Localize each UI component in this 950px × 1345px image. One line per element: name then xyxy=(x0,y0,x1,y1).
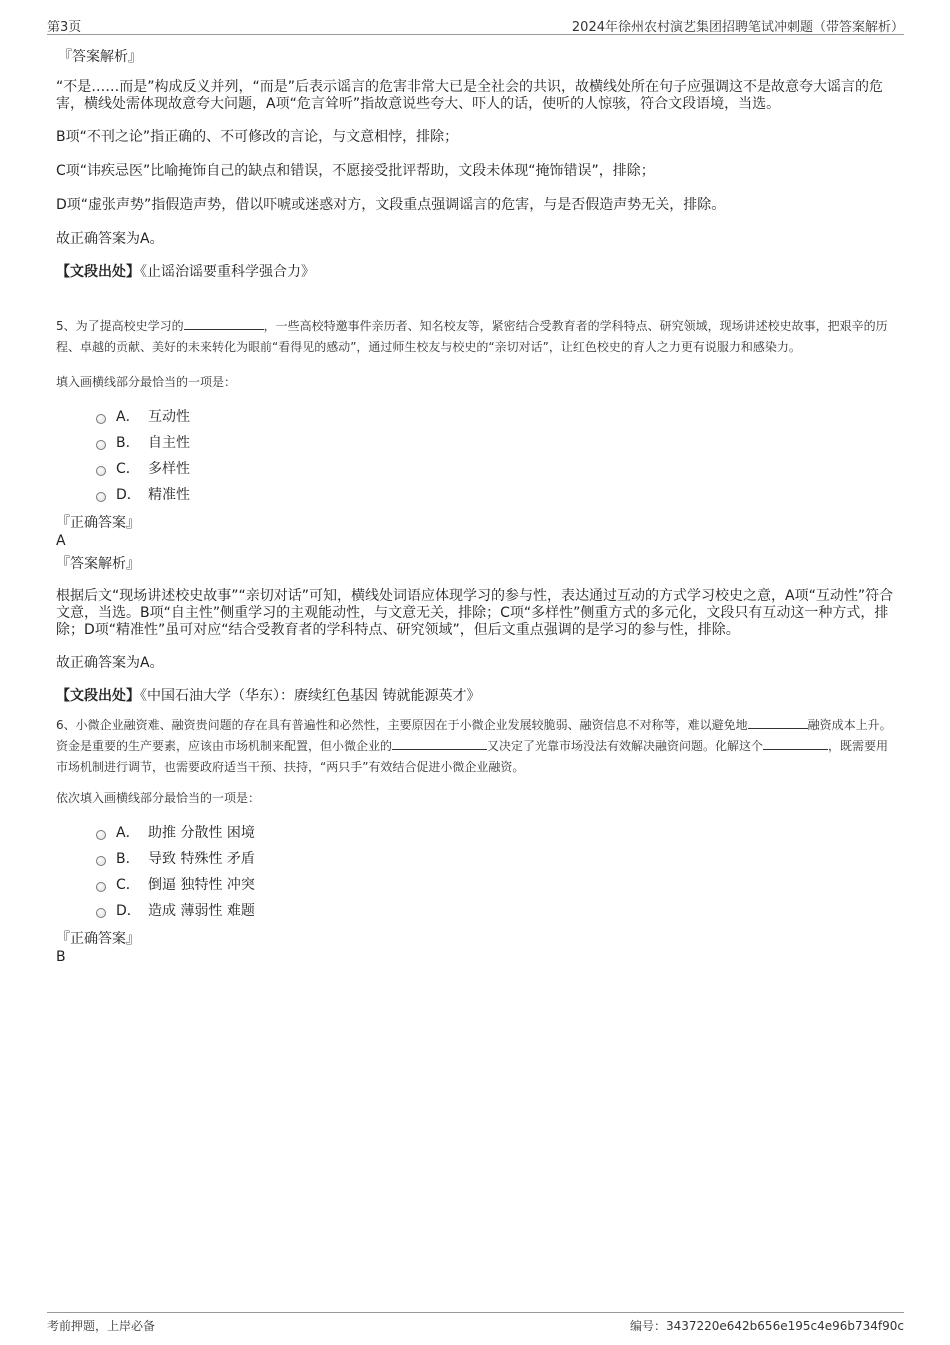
q6-blank-3 xyxy=(763,737,828,750)
q6-stem-part-4: ，既需要用市场机制进行调节，也需要政府适当干预、扶持，“两只手”有效结合促进小微企业融资。 xyxy=(56,739,889,774)
q6-stem-part-1: 6、小微企业融资难、融资贵问题的存在具有普遍性和必然性，主要原因在于小微企业发展较脆弱、融资信息不对称等，难以避免地 xyxy=(56,718,748,732)
option-key: B． xyxy=(116,851,140,867)
page-content xyxy=(56,48,896,966)
q5-options xyxy=(96,404,896,508)
q5-stem-part-2: ，一些高校特邀事件亲历者、知名校友等，紧密结合受教育者的学科特点、研究领域，现场讲述校史故事，把艰辛的历程、卓越的贡献、美好的未来转化为眼前“看得见的感动”，通过师生校友与校史的“亲切对话”，让红色校史的育人之力更有说服力和感染力。 xyxy=(56,319,888,354)
q5-option-b[interactable] xyxy=(96,430,896,456)
q5-prompt: 填入画横线部分最恰当的一项是： xyxy=(56,375,237,389)
radio-icon[interactable] xyxy=(96,908,106,918)
page-number: 第3页 xyxy=(47,20,82,35)
q6-option-c[interactable] xyxy=(96,872,896,898)
radio-icon[interactable] xyxy=(96,466,106,476)
option-key: C． xyxy=(116,461,140,477)
option-text: 造成 薄弱性 难题 xyxy=(148,903,255,919)
q4-source-title: 《止谣治谣要重科学强合力》 xyxy=(140,264,315,280)
q5-analysis-label: 『答案解析』 xyxy=(56,556,140,572)
option-key: A． xyxy=(116,825,140,841)
radio-icon[interactable] xyxy=(96,882,106,892)
q5-stem xyxy=(56,316,896,358)
q4-analysis-paragraph-1: “不是……而是”构成反义并列，“而是”后表示谣言的危害非常大已是全社会的共识，故横线处所在句子应强调这不是故意夸大谣言的危害，横线处需体现故意夸大问题，A项“危言耸听”指故意说些夸大、吓人的话，使听的人惊骇，符合文段语境，当选。 xyxy=(56,79,884,112)
option-text: 倒逼 独特性 冲突 xyxy=(148,877,255,893)
q6-blank-1 xyxy=(748,716,808,729)
q5-source-title: 《中国石油大学（华东）：赓续红色基因 铸就能源英才》 xyxy=(140,688,481,704)
q5-answer: A xyxy=(56,533,66,549)
option-key: A． xyxy=(116,409,140,425)
page-footer xyxy=(47,1312,904,1337)
option-text: 自主性 xyxy=(148,435,190,451)
radio-icon[interactable] xyxy=(96,856,106,866)
q6-prompt: 依次填入画横线部分最恰当的一项是： xyxy=(56,791,261,805)
radio-icon[interactable] xyxy=(96,414,106,424)
q5-option-d[interactable] xyxy=(96,482,896,508)
q6-stem-part-3: 又决定了光靠市场没法有效解决融资问题。化解这个 xyxy=(487,739,764,753)
q5-source-label: 【文段出处】 xyxy=(56,688,140,704)
option-key: D． xyxy=(116,903,141,919)
q4-analysis-label: 『答案解析』 xyxy=(58,49,142,65)
q4-source xyxy=(56,264,896,281)
document-code: 编号：3437220e642b656e195c4e96b734f90c xyxy=(629,1319,904,1333)
q6-stem-part-2: 融资成本上升。资金是重要的生产要素，应该由市场机制来配置，但小微企业的 xyxy=(56,718,892,753)
q6-answer: B xyxy=(56,949,66,965)
q6-options xyxy=(96,820,896,924)
radio-icon[interactable] xyxy=(96,440,106,450)
q5-conclusion: 故正确答案为A。 xyxy=(56,655,164,671)
q6-answer-label: 『正确答案』 xyxy=(56,931,140,947)
q4-conclusion: 故正确答案为A。 xyxy=(56,231,164,247)
q5-option-c[interactable] xyxy=(96,456,896,482)
option-key: C． xyxy=(116,877,140,893)
q6-option-d[interactable] xyxy=(96,898,896,924)
option-key: D． xyxy=(116,487,141,503)
option-key: B． xyxy=(116,435,140,451)
q5-source xyxy=(56,688,896,705)
q6-stem xyxy=(56,715,896,778)
q5-option-a[interactable] xyxy=(96,404,896,430)
q6-blank-2 xyxy=(392,737,487,750)
q5-blank xyxy=(184,317,264,330)
document-title: 2024年徐州农村演艺集团招聘笔试冲刺题（带答案解析） xyxy=(571,20,904,35)
q5-answer-label: 『正确答案』 xyxy=(56,515,140,531)
q4-analysis-paragraph-4: D项“虚张声势”指假造声势，借以吓唬或迷惑对方，文段重点强调谣言的危害，与是否假造声势无关，排除。 xyxy=(56,197,726,213)
option-text: 助推 分散性 困境 xyxy=(148,825,255,841)
footer-slogan: 考前押题，上岸必备 xyxy=(47,1319,156,1333)
q4-analysis-paragraph-3: C项“讳疾忌医”比喻掩饰自己的缺点和错误，不愿接受批评帮助，文段未体现“掩饰错误”，排除； xyxy=(56,163,655,179)
option-text: 导致 特殊性 矛盾 xyxy=(148,851,255,867)
option-text: 多样性 xyxy=(148,461,190,477)
q6-option-a[interactable] xyxy=(96,820,896,846)
option-text: 互动性 xyxy=(148,409,190,425)
q5-stem-part-1: 5、为了提高校史学习的 xyxy=(56,319,184,333)
q4-analysis-paragraph-2: B项“不刊之论”指正确的、不可修改的言论，与文意相悖，排除； xyxy=(56,129,459,145)
q4-source-label: 【文段出处】 xyxy=(56,264,140,280)
page-header xyxy=(47,14,904,35)
q6-option-b[interactable] xyxy=(96,846,896,872)
q5-analysis: 根据后文“现场讲述校史故事”“亲切对话”可知，横线处词语应体现学习的参与性，表达通过互动的方式学习校史之意，A项“互动性”符合文意，当选。B项“自主性”侧重学习的主观能动性，与文意无关，排除；C项“多样性”侧重方式的多元化，文段只有互动这一种方式，排除；D项“精准性”虽可对应“结合受教育者的学科特点、研究领域”，但后文重点强调的是学习的参与性，排除。 xyxy=(56,588,894,638)
option-text: 精准性 xyxy=(148,487,190,503)
radio-icon[interactable] xyxy=(96,830,106,840)
radio-icon[interactable] xyxy=(96,492,106,502)
